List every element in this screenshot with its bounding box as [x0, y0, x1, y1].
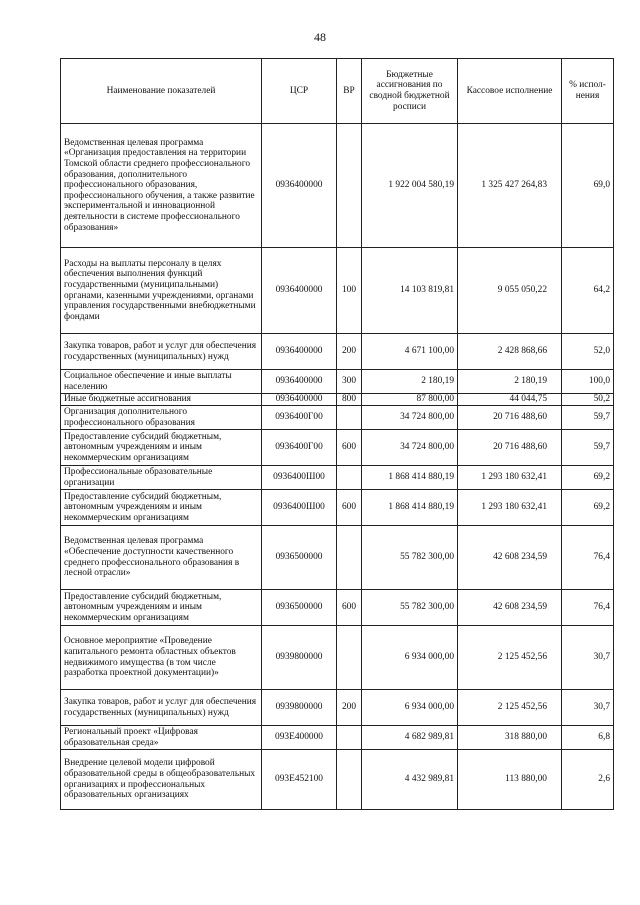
table-row	[61, 626, 614, 690]
cell-name: Региональный проект «Цифровая образовательная среда»	[61, 726, 262, 750]
cell-name: Организация дополнительного профессионального образования	[61, 406, 262, 430]
cell-name: Предоставление субсидий бюджетным, автономным учреждениям и иным некоммерческим организациям	[61, 490, 262, 526]
cell-budget: 4 432 989,81	[362, 750, 458, 810]
cell-name: Ведомственная целевая программа «Обеспечение доступности качественного среднего профессионального образования в лесной отрасли»	[61, 526, 262, 590]
cell-name: Ведомственная целевая программа «Организация предоставления на территории Томской области среднего профессионального образования, дополнительного профессионального образования, профессионального обучения, а также развитие экспериментальной и инновационной деятельности в системе профессионального образования»	[61, 124, 262, 248]
cell-name: Социальное обеспечение и иные выплаты населению	[61, 370, 262, 394]
cell-vr	[337, 526, 362, 590]
cell-name: Внедрение целевой модели цифровой образовательной среды в общеобразовательных организациях и профессиональных образовательных организациях	[61, 750, 262, 810]
cell-exec: 20 716 488,60	[458, 430, 562, 466]
cell-pct: 6,8	[562, 726, 614, 750]
cell-name: Основное мероприятие «Проведение капитального ремонта областных объектов недвижимого имущества (в том числе разработка проектной документации)»	[61, 626, 262, 690]
cell-exec: 2 125 452,56	[458, 690, 562, 726]
table-row	[61, 526, 614, 590]
cell-pct: 69,2	[562, 490, 614, 526]
cell-budget: 34 724 800,00	[362, 430, 458, 466]
header-row	[61, 59, 614, 124]
cell-exec: 42 608 234,59	[458, 526, 562, 590]
cell-csr: 0936400Г00	[262, 430, 337, 466]
cell-budget: 2 180,19	[362, 370, 458, 394]
cell-csr: 0936400Г00	[262, 406, 337, 430]
table-row	[61, 750, 614, 810]
header-budget: Бюджетные ассигнования по сводной бюджетной росписи	[362, 59, 458, 124]
cell-vr	[337, 466, 362, 490]
header-name: Наименование показателей	[61, 59, 262, 124]
cell-pct: 100,0	[562, 370, 614, 394]
cell-csr: 0936500000	[262, 526, 337, 590]
cell-exec: 1 293 180 632,41	[458, 490, 562, 526]
cell-budget: 4 682 989,81	[362, 726, 458, 750]
cell-budget: 34 724 800,00	[362, 406, 458, 430]
cell-name: Закупка товаров, работ и услуг для обеспечения государственных (муниципальных) нужд	[61, 334, 262, 370]
cell-name: Закупка товаров, работ и услуг для обеспечения государственных (муниципальных) нужд	[61, 690, 262, 726]
cell-vr: 600	[337, 490, 362, 526]
cell-pct: 76,4	[562, 590, 614, 626]
cell-exec: 20 716 488,60	[458, 406, 562, 430]
cell-vr: 300	[337, 370, 362, 394]
cell-pct: 64,2	[562, 248, 614, 334]
table-row	[61, 370, 614, 394]
cell-budget: 1 868 414 880,19	[362, 466, 458, 490]
header-vr: ВР	[337, 59, 362, 124]
cell-budget: 55 782 300,00	[362, 526, 458, 590]
cell-csr: 0936400000	[262, 370, 337, 394]
cell-exec: 44 044,75	[458, 394, 562, 406]
cell-budget: 87 800,00	[362, 394, 458, 406]
cell-vr	[337, 406, 362, 430]
table-row	[61, 590, 614, 626]
cell-csr: 0936400Ш00	[262, 490, 337, 526]
cell-exec: 2 180,19	[458, 370, 562, 394]
budget-table	[60, 58, 614, 810]
table-row	[61, 248, 614, 334]
cell-exec: 113 880,00	[458, 750, 562, 810]
cell-csr: 0936400Ш00	[262, 466, 337, 490]
cell-pct: 52,0	[562, 334, 614, 370]
cell-csr: 0936400000	[262, 334, 337, 370]
cell-pct: 50,2	[562, 394, 614, 406]
cell-budget: 6 934 000,00	[362, 690, 458, 726]
cell-budget: 4 671 100,00	[362, 334, 458, 370]
cell-pct: 30,7	[562, 690, 614, 726]
cell-budget: 55 782 300,00	[362, 590, 458, 626]
cell-csr: 0936400000	[262, 124, 337, 248]
cell-budget: 14 103 819,81	[362, 248, 458, 334]
cell-budget: 1 922 004 580,19	[362, 124, 458, 248]
cell-exec: 318 880,00	[458, 726, 562, 750]
table-row	[61, 394, 614, 406]
cell-exec: 2 428 868,66	[458, 334, 562, 370]
table-row	[61, 124, 614, 248]
cell-pct: 69,2	[562, 466, 614, 490]
cell-pct: 76,4	[562, 526, 614, 590]
table-row	[61, 690, 614, 726]
cell-name: Предоставление субсидий бюджетным, автономным учреждениям и иным некоммерческим организациям	[61, 590, 262, 626]
cell-vr: 800	[337, 394, 362, 406]
header-pct: % испол-нения	[562, 59, 614, 124]
cell-name: Профессиональные образовательные организации	[61, 466, 262, 490]
cell-exec: 1 325 427 264,83	[458, 124, 562, 248]
cell-exec: 9 055 050,22	[458, 248, 562, 334]
cell-pct: 59,7	[562, 430, 614, 466]
cell-name: Расходы на выплаты персоналу в целях обеспечения выполнения функций государственными (муниципальными) органами, казенными учреждениями, органами управления государственными внебюджетными фондами	[61, 248, 262, 334]
cell-vr: 600	[337, 430, 362, 466]
cell-csr: 093E452100	[262, 750, 337, 810]
cell-pct: 2,6	[562, 750, 614, 810]
cell-pct: 59,7	[562, 406, 614, 430]
table-row	[61, 726, 614, 750]
table-row	[61, 406, 614, 430]
page-number: 48	[314, 30, 326, 44]
cell-csr: 093E400000	[262, 726, 337, 750]
cell-exec: 42 608 234,59	[458, 590, 562, 626]
cell-csr: 0936400000	[262, 248, 337, 334]
cell-budget: 1 868 414 880,19	[362, 490, 458, 526]
cell-name: Иные бюджетные ассигнования	[61, 394, 262, 406]
cell-vr	[337, 626, 362, 690]
cell-csr: 0936500000	[262, 590, 337, 626]
cell-exec: 2 125 452,56	[458, 626, 562, 690]
cell-csr: 0936400000	[262, 394, 337, 406]
cell-name: Предоставление субсидий бюджетным, автономным учреждениям и иным некоммерческим организациям	[61, 430, 262, 466]
cell-vr	[337, 750, 362, 810]
header-exec: Кассовое исполнение	[458, 59, 562, 124]
cell-vr: 200	[337, 334, 362, 370]
cell-vr: 600	[337, 590, 362, 626]
cell-csr: 0939800000	[262, 690, 337, 726]
table-row	[61, 430, 614, 466]
cell-vr: 200	[337, 690, 362, 726]
table-row	[61, 466, 614, 490]
header-csr: ЦСР	[262, 59, 337, 124]
cell-vr	[337, 726, 362, 750]
cell-vr	[337, 124, 362, 248]
cell-exec: 1 293 180 632,41	[458, 466, 562, 490]
table-body	[61, 124, 614, 810]
cell-budget: 6 934 000,00	[362, 626, 458, 690]
cell-pct: 69,0	[562, 124, 614, 248]
cell-csr: 0939800000	[262, 626, 337, 690]
cell-vr: 100	[337, 248, 362, 334]
table-row	[61, 490, 614, 526]
cell-pct: 30,7	[562, 626, 614, 690]
table-row	[61, 334, 614, 370]
